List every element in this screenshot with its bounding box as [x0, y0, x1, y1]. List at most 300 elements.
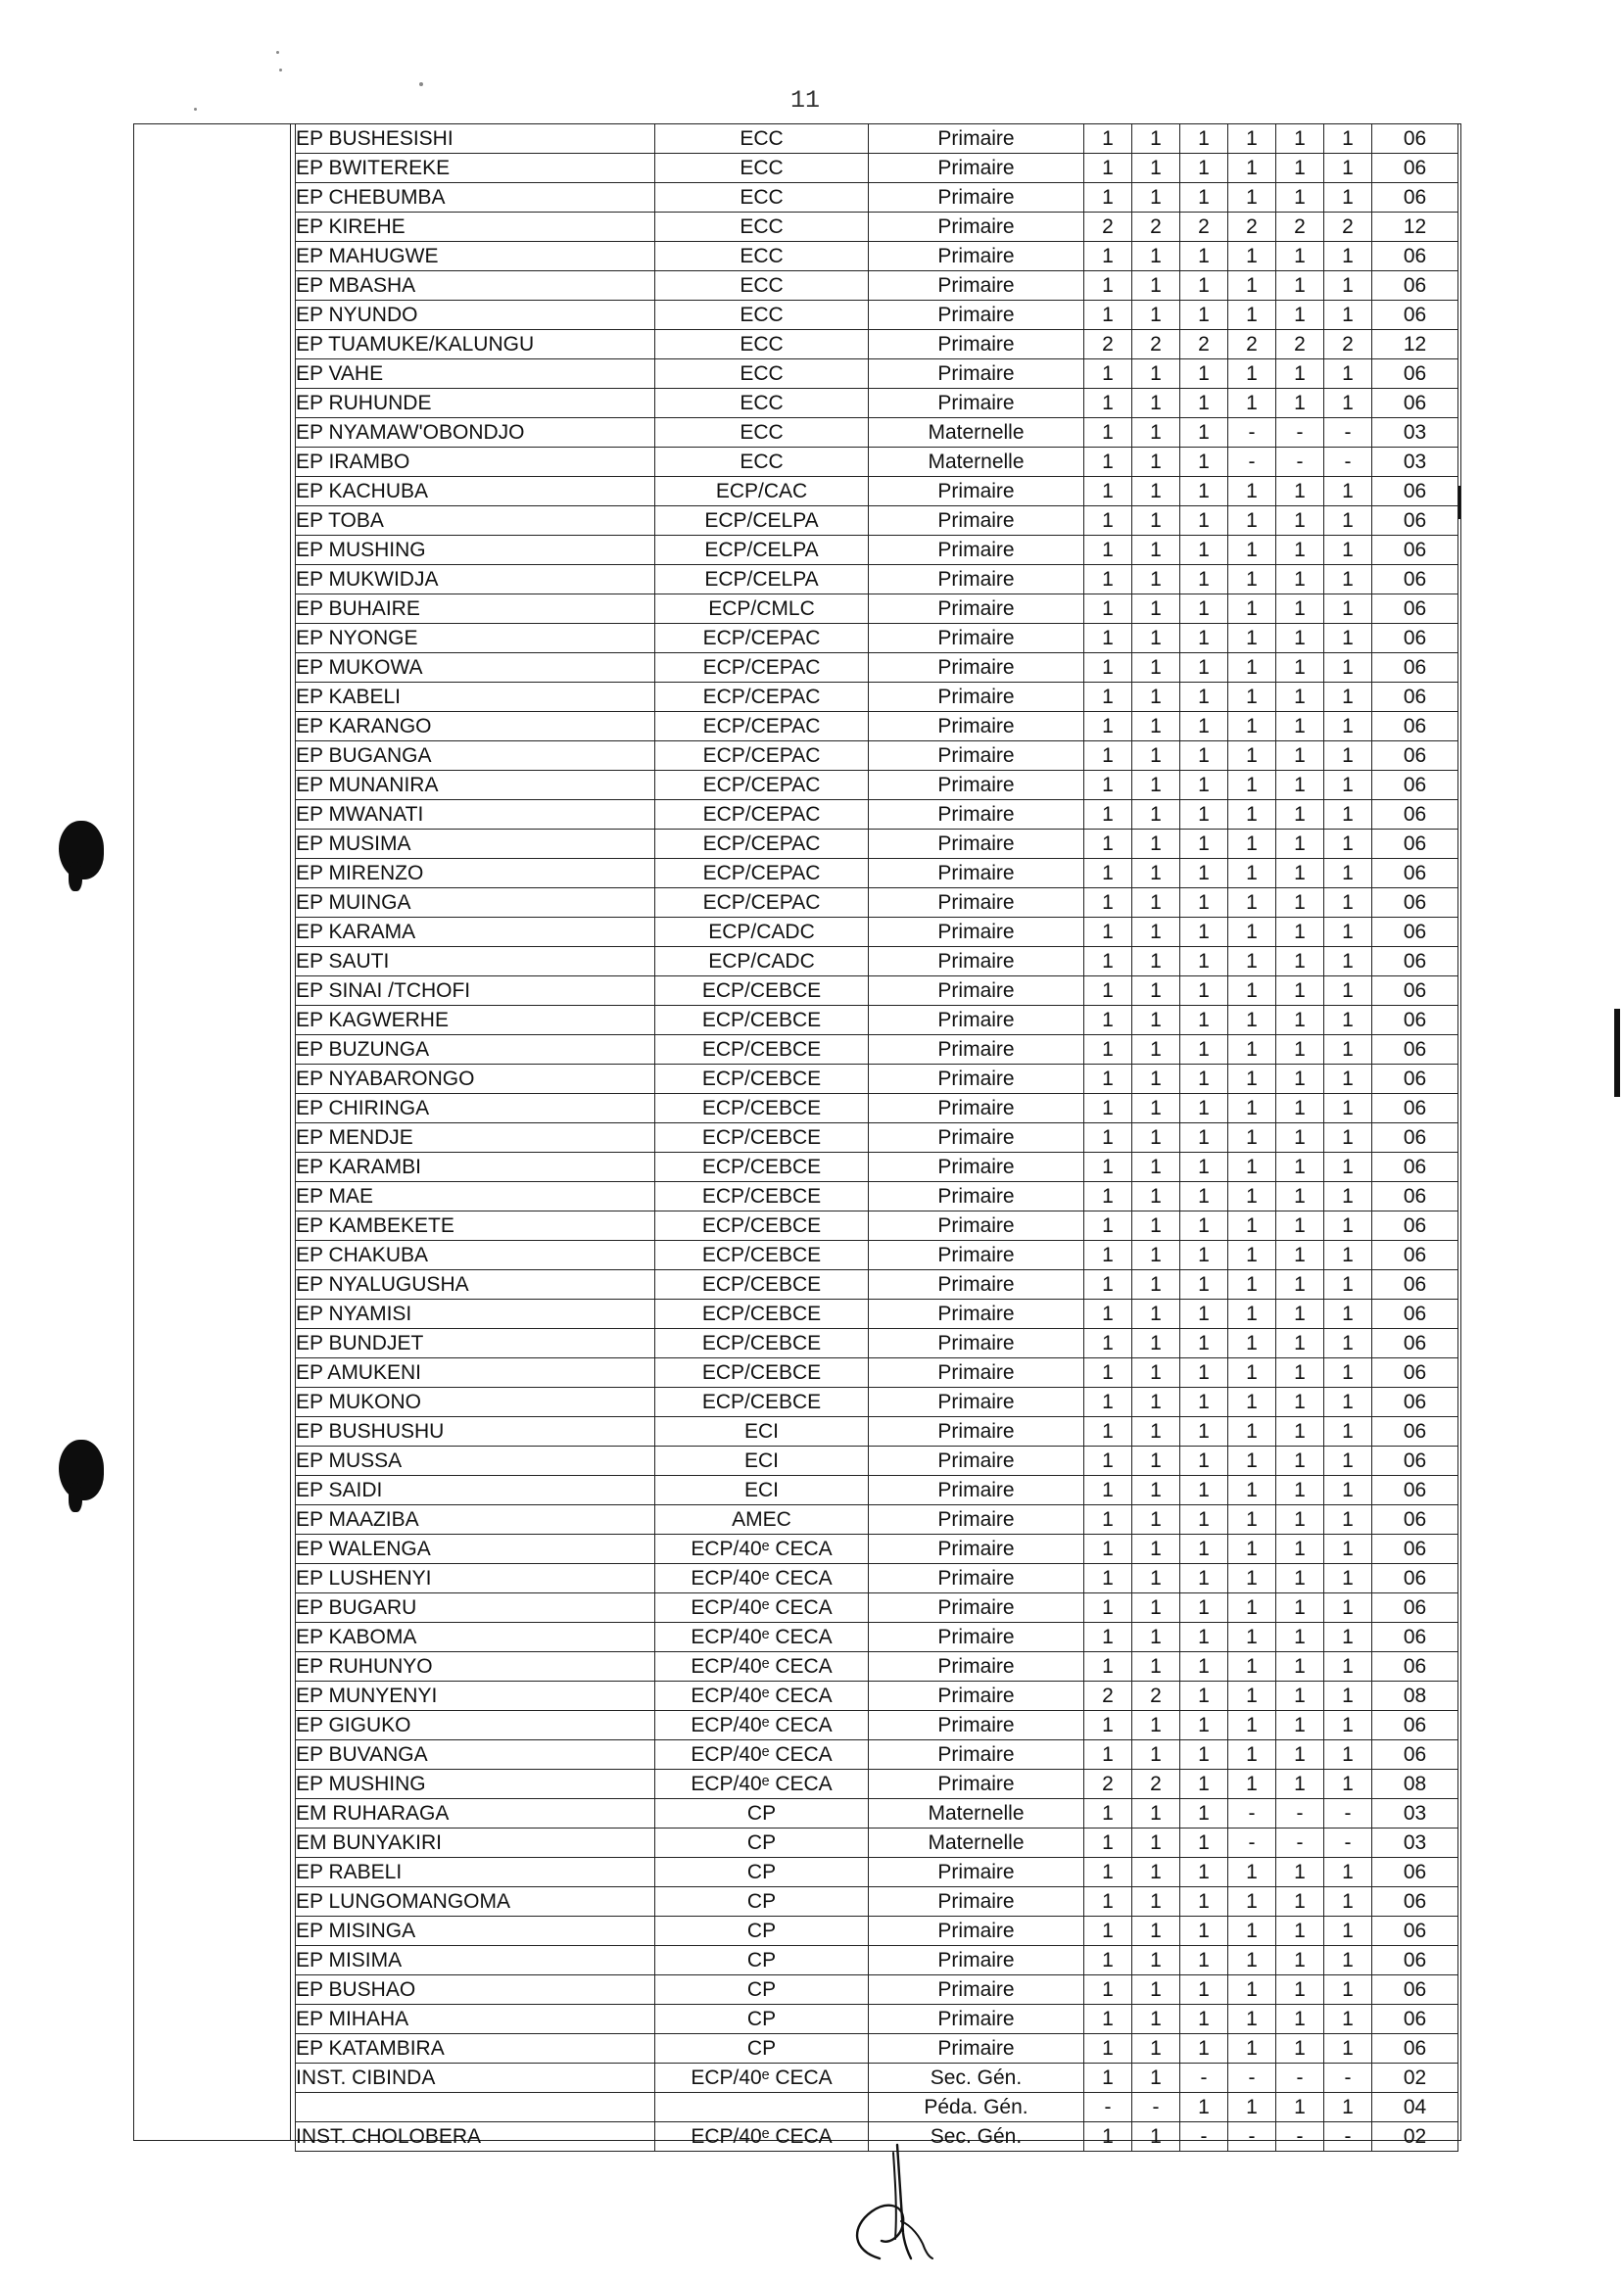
count-cell: 1 — [1180, 1417, 1228, 1447]
count-cell: 1 — [1276, 477, 1324, 506]
school-name-cell: INST. CHOLOBERA — [296, 2122, 655, 2152]
count-cell: 1 — [1228, 1975, 1276, 2005]
count-cell: 1 — [1228, 389, 1276, 418]
count-cell: 1 — [1132, 1505, 1180, 1535]
count-cell: 1 — [1180, 1711, 1228, 1740]
total-cell: 06 — [1372, 624, 1458, 653]
level-cell: Primaire — [869, 859, 1084, 888]
count-cell: 1 — [1132, 624, 1180, 653]
count-cell: 1 — [1276, 1711, 1324, 1740]
level-cell: Primaire — [869, 154, 1084, 183]
count-cell: 1 — [1132, 565, 1180, 594]
network-cell: ECC — [655, 154, 869, 183]
count-cell: 1 — [1276, 683, 1324, 712]
count-cell: 1 — [1084, 712, 1132, 741]
count-cell: 1 — [1228, 271, 1276, 301]
count-cell: 1 — [1084, 741, 1132, 771]
level-cell: Primaire — [869, 1153, 1084, 1182]
school-name-cell: EP MBASHA — [296, 271, 655, 301]
count-cell: 1 — [1324, 1593, 1372, 1623]
count-cell: 1 — [1228, 1593, 1276, 1623]
total-cell: 06 — [1372, 565, 1458, 594]
school-name-cell: EP CHEBUMBA — [296, 183, 655, 213]
count-cell: 1 — [1324, 683, 1372, 712]
school-name-cell: EP BUNDJET — [296, 1329, 655, 1358]
count-cell: 1 — [1276, 183, 1324, 213]
scan-speck — [279, 69, 282, 71]
count-cell: 1 — [1180, 1035, 1228, 1065]
count-cell: 1 — [1228, 1535, 1276, 1564]
count-cell: 1 — [1276, 359, 1324, 389]
count-cell: 1 — [1132, 1946, 1180, 1975]
count-cell: 1 — [1276, 771, 1324, 800]
count-cell: 1 — [1180, 1006, 1228, 1035]
count-cell: 1 — [1228, 1740, 1276, 1770]
count-cell: 1 — [1228, 624, 1276, 653]
count-cell: 1 — [1276, 1858, 1324, 1887]
count-cell: 1 — [1228, 2093, 1276, 2122]
school-name-cell: EP MAAZIBA — [296, 1505, 655, 1535]
count-cell: 1 — [1084, 2122, 1132, 2152]
total-cell: 06 — [1372, 830, 1458, 859]
total-cell: 06 — [1372, 271, 1458, 301]
count-cell: 1 — [1276, 271, 1324, 301]
school-name-cell: EP SAUTI — [296, 947, 655, 976]
count-cell: 1 — [1132, 124, 1180, 154]
network-cell: ECP/CMLC — [655, 594, 869, 624]
total-cell: 06 — [1372, 1211, 1458, 1241]
network-cell: ECP/CELPA — [655, 565, 869, 594]
network-cell: ECP/CEBCE — [655, 1358, 869, 1388]
table-row — [296, 1035, 1458, 1065]
total-cell: 06 — [1372, 1006, 1458, 1035]
total-cell: 06 — [1372, 888, 1458, 918]
count-cell: 1 — [1228, 712, 1276, 741]
network-cell: ECC — [655, 418, 869, 448]
count-cell: 1 — [1324, 976, 1372, 1006]
count-cell: 1 — [1180, 301, 1228, 330]
count-cell: 1 — [1180, 536, 1228, 565]
count-cell: 1 — [1276, 536, 1324, 565]
count-cell: 1 — [1324, 1006, 1372, 1035]
count-cell: 1 — [1132, 1417, 1180, 1447]
count-cell: 1 — [1324, 1035, 1372, 1065]
level-cell: Primaire — [869, 1476, 1084, 1505]
count-cell: 1 — [1228, 1447, 1276, 1476]
count-cell: 1 — [1084, 800, 1132, 830]
level-cell: Primaire — [869, 1917, 1084, 1946]
school-name-cell: EP BUZUNGA — [296, 1035, 655, 1065]
level-cell: Primaire — [869, 888, 1084, 918]
school-name-cell: EP TOBA — [296, 506, 655, 536]
count-cell: 1 — [1276, 976, 1324, 1006]
table-row — [296, 1505, 1458, 1535]
level-cell: Primaire — [869, 359, 1084, 389]
count-cell: 1 — [1132, 918, 1180, 947]
count-cell: - — [1228, 1799, 1276, 1829]
level-cell: Sec. Gén. — [869, 2064, 1084, 2093]
total-cell: 06 — [1372, 2005, 1458, 2034]
school-name-cell: EP MUNYENYI — [296, 1682, 655, 1711]
table-row — [296, 1740, 1458, 1770]
count-cell: 1 — [1228, 1329, 1276, 1358]
count-cell: 1 — [1180, 448, 1228, 477]
count-cell: 1 — [1084, 830, 1132, 859]
count-cell: 1 — [1084, 1623, 1132, 1652]
count-cell: 1 — [1276, 1975, 1324, 2005]
school-name-cell: EM BUNYAKIRI — [296, 1829, 655, 1858]
count-cell: 1 — [1276, 154, 1324, 183]
count-cell: 1 — [1084, 1887, 1132, 1917]
count-cell: 1 — [1276, 301, 1324, 330]
count-cell: 1 — [1228, 1211, 1276, 1241]
network-cell: ECP/CEPAC — [655, 859, 869, 888]
count-cell: 1 — [1180, 712, 1228, 741]
network-cell: ECP/40ᵉ CECA — [655, 1682, 869, 1711]
count-cell: 1 — [1132, 418, 1180, 448]
count-cell: 2 — [1132, 330, 1180, 359]
table-row — [296, 653, 1458, 683]
table-row — [296, 1065, 1458, 1094]
total-cell: 06 — [1372, 712, 1458, 741]
count-cell: 1 — [1276, 918, 1324, 947]
level-cell: Primaire — [869, 1535, 1084, 1564]
total-cell: 03 — [1372, 448, 1458, 477]
count-cell: 1 — [1180, 2034, 1228, 2064]
school-name-cell: EP BUGANGA — [296, 741, 655, 771]
count-cell: 1 — [1276, 1329, 1324, 1358]
count-cell: 1 — [1180, 359, 1228, 389]
total-cell: 06 — [1372, 594, 1458, 624]
network-cell: ECP/CEPAC — [655, 771, 869, 800]
network-cell: ECC — [655, 124, 869, 154]
scan-speck — [194, 108, 197, 111]
table-row — [296, 712, 1458, 741]
count-cell: 1 — [1276, 653, 1324, 683]
table-row — [296, 1094, 1458, 1123]
count-cell: 1 — [1324, 1682, 1372, 1711]
total-cell: 06 — [1372, 741, 1458, 771]
count-cell: 1 — [1132, 712, 1180, 741]
school-name-cell: EP MAE — [296, 1182, 655, 1211]
table-row — [296, 800, 1458, 830]
count-cell: 1 — [1132, 888, 1180, 918]
network-cell: ECP/40ᵉ CECA — [655, 2064, 869, 2093]
count-cell: 1 — [1228, 800, 1276, 830]
total-cell: 06 — [1372, 1417, 1458, 1447]
count-cell: 1 — [1132, 448, 1180, 477]
count-cell: 1 — [1228, 947, 1276, 976]
level-cell: Primaire — [869, 1035, 1084, 1065]
count-cell: 1 — [1132, 1182, 1180, 1211]
network-cell: ECI — [655, 1476, 869, 1505]
count-cell: 1 — [1228, 565, 1276, 594]
count-cell: 1 — [1228, 1123, 1276, 1153]
level-cell: Primaire — [869, 330, 1084, 359]
count-cell: - — [1132, 2093, 1180, 2122]
count-cell: 2 — [1084, 1770, 1132, 1799]
network-cell: CP — [655, 2005, 869, 2034]
network-cell: CP — [655, 2034, 869, 2064]
count-cell: 1 — [1180, 1917, 1228, 1946]
count-cell: 1 — [1276, 1623, 1324, 1652]
total-cell: 06 — [1372, 1975, 1458, 2005]
count-cell: 1 — [1324, 271, 1372, 301]
table-row — [296, 918, 1458, 947]
count-cell: 1 — [1276, 1065, 1324, 1094]
table-row — [296, 2064, 1458, 2093]
school-name-cell: EP KARAMBI — [296, 1153, 655, 1182]
level-cell: Primaire — [869, 1211, 1084, 1241]
count-cell: 1 — [1084, 1300, 1132, 1329]
count-cell: 1 — [1276, 859, 1324, 888]
count-cell: 1 — [1276, 1241, 1324, 1270]
count-cell: 1 — [1084, 1975, 1132, 2005]
count-cell: 2 — [1180, 213, 1228, 242]
level-cell: Primaire — [869, 1270, 1084, 1300]
count-cell: 1 — [1228, 1858, 1276, 1887]
count-cell: 1 — [1180, 1270, 1228, 1300]
count-cell: 1 — [1276, 1652, 1324, 1682]
count-cell: 1 — [1180, 1829, 1228, 1858]
level-cell: Primaire — [869, 271, 1084, 301]
count-cell: 1 — [1324, 183, 1372, 213]
table-row — [296, 1535, 1458, 1564]
count-cell: 2 — [1324, 330, 1372, 359]
network-cell: ECP/CELPA — [655, 506, 869, 536]
count-cell: 1 — [1324, 1564, 1372, 1593]
count-cell: 1 — [1084, 888, 1132, 918]
table-row — [296, 1006, 1458, 1035]
count-cell: 2 — [1228, 330, 1276, 359]
count-cell: - — [1084, 2093, 1132, 2122]
table-row — [296, 418, 1458, 448]
network-cell: CP — [655, 1975, 869, 2005]
table-row — [296, 1946, 1458, 1975]
count-cell: 1 — [1276, 1417, 1324, 1447]
school-name-cell: EP MUKONO — [296, 1388, 655, 1417]
table-row — [296, 1829, 1458, 1858]
count-cell: 1 — [1084, 359, 1132, 389]
count-cell: 1 — [1132, 1887, 1180, 1917]
network-cell: ECP/CEPAC — [655, 624, 869, 653]
count-cell: 1 — [1180, 1799, 1228, 1829]
table-row — [296, 1917, 1458, 1946]
count-cell: 1 — [1084, 624, 1132, 653]
count-cell: 1 — [1084, 183, 1132, 213]
school-name-cell: EP VAHE — [296, 359, 655, 389]
total-cell: 08 — [1372, 1682, 1458, 1711]
school-name-cell: EP LUSHENYI — [296, 1564, 655, 1593]
count-cell: 1 — [1324, 1858, 1372, 1887]
count-cell: 1 — [1324, 565, 1372, 594]
table-row — [296, 1417, 1458, 1447]
school-name-cell: EP CHIRINGA — [296, 1094, 655, 1123]
level-cell: Primaire — [869, 830, 1084, 859]
total-cell: 06 — [1372, 389, 1458, 418]
count-cell: 1 — [1324, 1975, 1372, 2005]
count-cell: 2 — [1084, 330, 1132, 359]
level-cell: Primaire — [869, 1505, 1084, 1535]
count-cell: 1 — [1084, 1123, 1132, 1153]
network-cell: ECP/40ᵉ CECA — [655, 1711, 869, 1740]
total-cell: 06 — [1372, 1153, 1458, 1182]
count-cell: 1 — [1180, 1211, 1228, 1241]
count-cell: 1 — [1276, 242, 1324, 271]
total-cell: 06 — [1372, 947, 1458, 976]
count-cell: 1 — [1276, 1211, 1324, 1241]
count-cell: 2 — [1276, 330, 1324, 359]
network-cell: ECC — [655, 301, 869, 330]
count-cell: 1 — [1132, 1388, 1180, 1417]
count-cell: 1 — [1132, 1564, 1180, 1593]
school-name-cell: EP MWANATI — [296, 800, 655, 830]
level-cell: Primaire — [869, 1388, 1084, 1417]
school-name-cell: EM RUHARAGA — [296, 1799, 655, 1829]
school-name-cell: INST. CIBINDA — [296, 2064, 655, 2093]
count-cell: 1 — [1180, 271, 1228, 301]
count-cell: - — [1276, 2064, 1324, 2093]
count-cell: 1 — [1276, 1564, 1324, 1593]
school-name-cell: EP BUHAIRE — [296, 594, 655, 624]
count-cell: 1 — [1324, 1770, 1372, 1799]
count-cell: 1 — [1228, 1270, 1276, 1300]
table-row — [296, 888, 1458, 918]
total-cell: 06 — [1372, 1711, 1458, 1740]
table-row — [296, 1711, 1458, 1740]
total-cell: 06 — [1372, 976, 1458, 1006]
count-cell: 1 — [1132, 1006, 1180, 1035]
count-cell: 1 — [1180, 1770, 1228, 1799]
network-cell: ECP/40ᵉ CECA — [655, 1593, 869, 1623]
count-cell: 1 — [1228, 1182, 1276, 1211]
count-cell: 1 — [1084, 1946, 1132, 1975]
count-cell: 1 — [1276, 1917, 1324, 1946]
count-cell: 1 — [1276, 1006, 1324, 1035]
count-cell: 1 — [1180, 389, 1228, 418]
count-cell: 1 — [1324, 1887, 1372, 1917]
table-row — [296, 565, 1458, 594]
table-row — [296, 683, 1458, 712]
count-cell: 1 — [1084, 1564, 1132, 1593]
count-cell: 1 — [1228, 506, 1276, 536]
count-cell: 1 — [1228, 1241, 1276, 1270]
count-cell: 1 — [1132, 477, 1180, 506]
network-cell: ECP/CEBCE — [655, 1094, 869, 1123]
count-cell: 1 — [1084, 124, 1132, 154]
network-cell: ECP/CADC — [655, 918, 869, 947]
count-cell: 1 — [1228, 2034, 1276, 2064]
count-cell: 1 — [1132, 2034, 1180, 2064]
count-cell: 1 — [1180, 1858, 1228, 1887]
level-cell: Primaire — [869, 1623, 1084, 1652]
punch-hole-mark — [69, 1483, 82, 1512]
total-cell: 08 — [1372, 1770, 1458, 1799]
table-row — [296, 624, 1458, 653]
count-cell: 1 — [1180, 1065, 1228, 1094]
count-cell: 1 — [1324, 594, 1372, 624]
count-cell: 1 — [1228, 1623, 1276, 1652]
count-cell: 1 — [1084, 1358, 1132, 1388]
network-cell: CP — [655, 1858, 869, 1887]
total-cell: 03 — [1372, 1829, 1458, 1858]
count-cell: 1 — [1084, 1447, 1132, 1476]
level-cell: Primaire — [869, 124, 1084, 154]
count-cell: 1 — [1276, 389, 1324, 418]
total-cell: 06 — [1372, 2034, 1458, 2064]
level-cell: Primaire — [869, 624, 1084, 653]
count-cell: 1 — [1084, 1094, 1132, 1123]
count-cell: 1 — [1180, 154, 1228, 183]
count-cell: 1 — [1276, 1946, 1324, 1975]
count-cell: 1 — [1180, 1623, 1228, 1652]
count-cell: 1 — [1228, 830, 1276, 859]
network-cell: ECC — [655, 213, 869, 242]
count-cell: 1 — [1324, 1065, 1372, 1094]
count-cell: 1 — [1180, 1535, 1228, 1564]
network-cell: ECC — [655, 330, 869, 359]
network-cell: ECC — [655, 271, 869, 301]
count-cell: 1 — [1180, 1358, 1228, 1388]
count-cell: 1 — [1324, 1270, 1372, 1300]
count-cell: 1 — [1324, 1388, 1372, 1417]
network-cell: CP — [655, 1946, 869, 1975]
count-cell: 1 — [1180, 1476, 1228, 1505]
school-name-cell: EP BUSHAO — [296, 1975, 655, 2005]
count-cell: 1 — [1276, 1153, 1324, 1182]
count-cell: 1 — [1084, 477, 1132, 506]
level-cell: Primaire — [869, 712, 1084, 741]
count-cell: 1 — [1180, 830, 1228, 859]
level-cell: Primaire — [869, 213, 1084, 242]
count-cell: 1 — [1324, 1417, 1372, 1447]
count-cell: 1 — [1180, 594, 1228, 624]
count-cell: 1 — [1276, 1035, 1324, 1065]
count-cell: 1 — [1228, 242, 1276, 271]
count-cell: - — [1228, 2122, 1276, 2152]
count-cell: 1 — [1084, 506, 1132, 536]
count-cell: 1 — [1084, 1476, 1132, 1505]
network-cell: CP — [655, 1799, 869, 1829]
level-cell: Primaire — [869, 1564, 1084, 1593]
count-cell: 1 — [1324, 800, 1372, 830]
count-cell: 1 — [1276, 1476, 1324, 1505]
count-cell: 1 — [1084, 653, 1132, 683]
count-cell: 1 — [1180, 183, 1228, 213]
scan-speck — [276, 51, 279, 54]
count-cell: 1 — [1180, 124, 1228, 154]
table-row — [296, 830, 1458, 859]
network-cell: ECP/CEBCE — [655, 1270, 869, 1300]
total-cell: 04 — [1372, 2093, 1458, 2122]
total-cell: 06 — [1372, 1858, 1458, 1887]
count-cell: 1 — [1228, 888, 1276, 918]
level-cell: Primaire — [869, 1652, 1084, 1682]
total-cell: 06 — [1372, 301, 1458, 330]
count-cell: 2 — [1084, 213, 1132, 242]
page-number: 11 — [789, 86, 820, 115]
count-cell: - — [1276, 2122, 1324, 2152]
count-cell: 1 — [1276, 1505, 1324, 1535]
count-cell: 1 — [1276, 800, 1324, 830]
count-cell: 1 — [1084, 242, 1132, 271]
count-cell: 1 — [1084, 947, 1132, 976]
count-cell: 1 — [1180, 771, 1228, 800]
network-cell: ECI — [655, 1417, 869, 1447]
count-cell: - — [1276, 418, 1324, 448]
count-cell: 1 — [1084, 448, 1132, 477]
network-cell: ECP/CEBCE — [655, 976, 869, 1006]
